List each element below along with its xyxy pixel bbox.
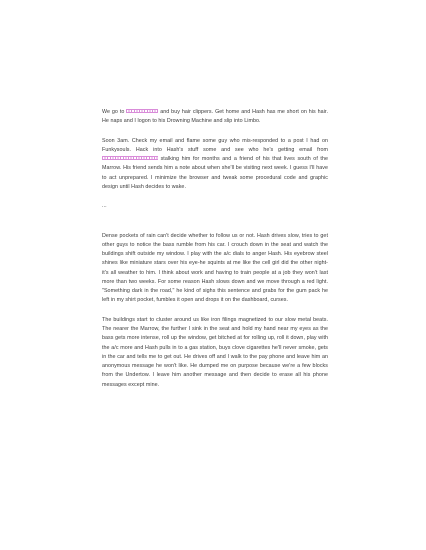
paragraph-1-text-a: We go to xyxy=(102,109,125,115)
paragraph-5: The buildings start to cluster around us like iron filings magnetized to our slow metal beats. The nearer the Marrow, the further I sink in the seat and hold my hand near my eyes as the bass gets more intense, roll up the window, get bitched at for rolling up, roll it down, play with the a/c more and Hash pulls in to a gas station, buys clove cigarettes he'll never smoke, gets in the car and tells me to get out. He drives off and I walk to the pay phone and leave him an anonymous message he won't like. He dumped me on purpose because we're a few blocks from the Undertow. I leave him another message and then decide to erase all his phone messages except mine. xyxy=(102,316,328,388)
paragraph-2-text-a: Soon 3am. Check my email and flame some guy who mis-responded to a post I had on Funkysouls. Hack into Hash's stuff some and see who he's getting email from xyxy=(102,137,328,153)
paragraph-1 xyxy=(102,108,328,127)
paragraph-1-text-b: and buy hair clippers. Get home and Hash has me short on his hair. He naps and I logon to his Drowning Machine and slip into Limbo. xyxy=(102,109,328,125)
redaction-mark xyxy=(126,109,158,113)
paragraph-2 xyxy=(102,137,328,193)
paragraph-2-text-b: stalking him for months and a friend of his that lives south of the Marrow. His friend sends him a note about when she'll be visiting next week. I guess I'll have to act unprepared. I minimize the browser and tweak some procedural code and graphic design until Hash decides to wake. xyxy=(102,156,328,190)
document-page xyxy=(102,108,328,400)
redaction-mark xyxy=(102,156,158,160)
section-separator: ... xyxy=(102,203,107,210)
paragraph-4: Dense pockets of rain can't decide whether to follow us or not. Hash drives slow, tries to get other guys to notice the bass rumble from his car. I crouch down in the seat and watch the buildings shift outside my window. I play with the a/c dials to anger Hash. His eyebrow steel shines like miniature stars over his eye-he squints at me like the cell girl did the other night-it's all weather to him. I think about work and having to train people at a job they won't last more than two weeks. For some reason Hash slows down and we move through a red light. "Something dark in the road," he kind of sighs this sentence and grabs for the gum pack he left in my shirt pocket, fumbles it open and drops it on the dashboard, curses. xyxy=(102,232,328,304)
